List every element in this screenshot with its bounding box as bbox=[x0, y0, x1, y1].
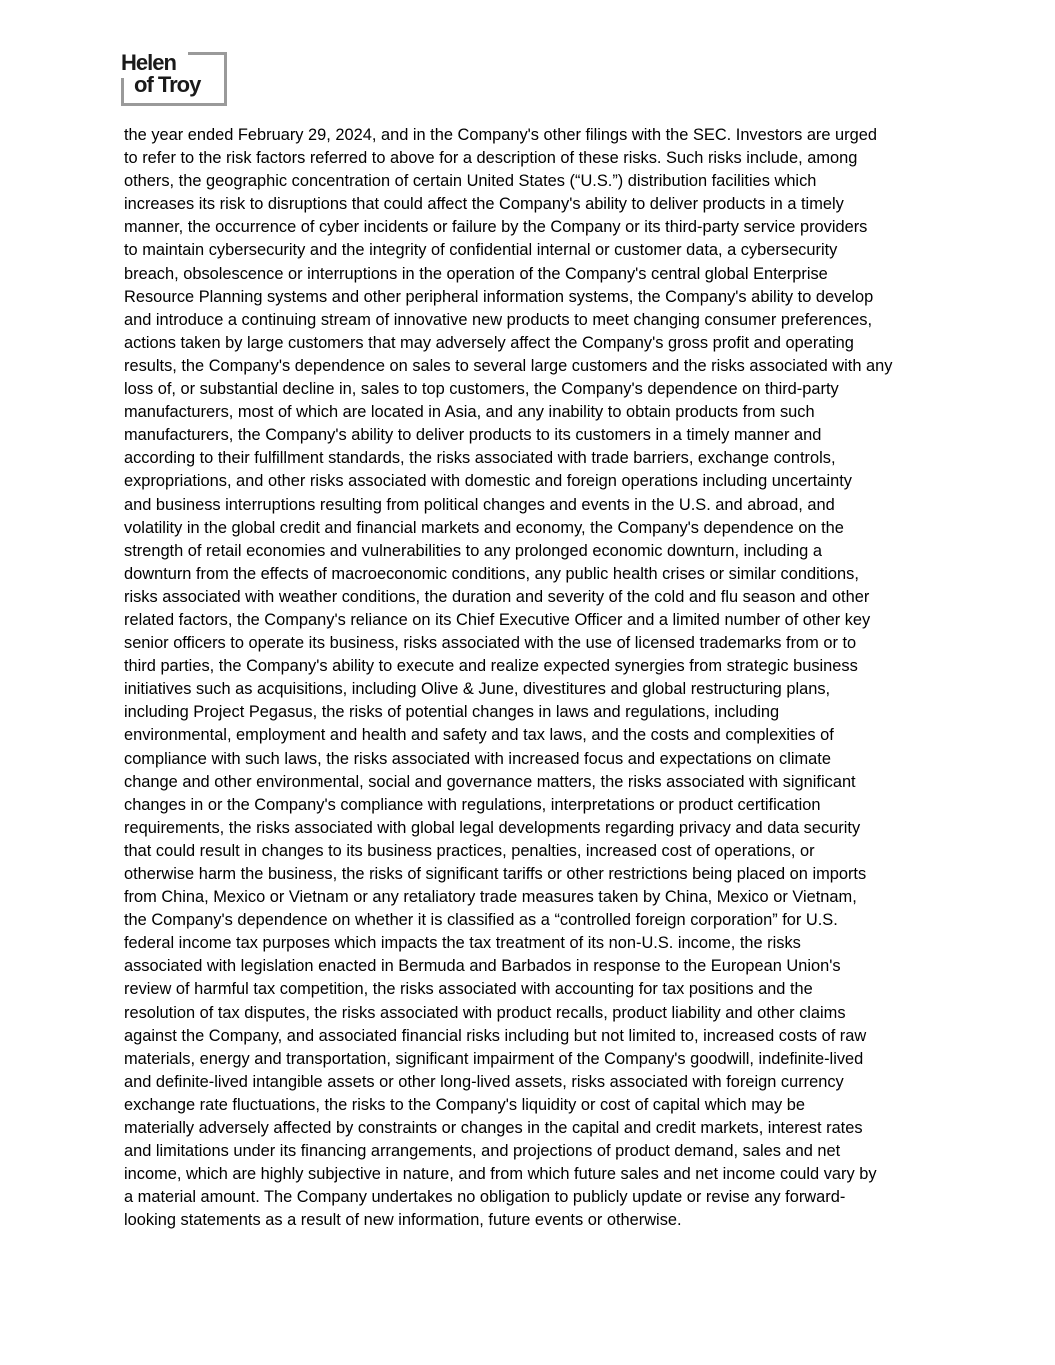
paragraph-line: review of harmful tax competition, the risks associated with accounting for tax positions and the bbox=[124, 980, 813, 999]
paragraph-line: the Company's dependence on whether it is classified as a “controlled foreign corporation” for U.S. bbox=[124, 911, 838, 930]
paragraph-line: compliance with such laws, the risks associated with increased focus and expectations on climate bbox=[124, 749, 831, 768]
paragraph-line: others, the geographic concentration of certain United States (“U.S.”) distribution facilities which bbox=[124, 172, 817, 191]
paragraph-line: strength of retail economies and vulnerabilities to any prolonged economic downturn, including a bbox=[124, 541, 822, 560]
paragraph-line: according to their fulfillment standards, the risks associated with trade barriers, exchange controls, bbox=[124, 449, 836, 468]
paragraph-line: that could result in changes to its business practices, penalties, increased cost of operations, or bbox=[124, 841, 815, 860]
paragraph-line: to maintain cybersecurity and the integrity of confidential internal or customer data, a cybersecurity bbox=[124, 241, 838, 260]
paragraph-line: senior officers to operate its business, risks associated with the use of licensed trademarks from or to bbox=[124, 634, 857, 653]
paragraph-line: exchange rate fluctuations, the risks to the Company's liquidity or cost of capital which may be bbox=[124, 1095, 805, 1114]
paragraph-line: associated with legislation enacted in Bermuda and Barbados in response to the European Union's bbox=[124, 957, 841, 976]
paragraph-line: and business interruptions resulting from political changes and events in the U.S. and abroad, and bbox=[124, 495, 835, 514]
paragraph-line: otherwise harm the business, the risks of significant tariffs or other restrictions being placed on imports bbox=[124, 865, 867, 883]
paragraph-line: materially adversely affected by constraints or changes in the capital and credit markets, interest rates bbox=[124, 1119, 863, 1138]
paragraph-line: including Project Pegasus, the risks of potential changes in laws and regulations, including bbox=[124, 703, 780, 722]
paragraph-line: initiatives such as acquisitions, including Olive & June, divestitures and global restructuring plans, bbox=[124, 680, 831, 699]
paragraph-line: federal income tax purposes which impacts the tax treatment of its non-U.S. income, the risks bbox=[124, 934, 801, 953]
paragraph-line: results, the Company's dependence on sales to several large customers and the risks associated with any bbox=[124, 356, 893, 375]
paragraph-line: related factors, the Company's reliance on its Chief Executive Officer and a limited number of other key bbox=[124, 610, 871, 629]
paragraph-line: change and other environmental, social and governance matters, the risks associated with significant bbox=[124, 772, 856, 791]
paragraph-line: Resource Planning systems and other peripheral information systems, the Company's ability to develop bbox=[124, 287, 874, 306]
paragraph-line: expropriations, and other risks associated with domestic and foreign operations including uncertainty bbox=[124, 472, 852, 491]
paragraph-line: loss of, or substantial decline in, sales to top customers, the Company's dependence on third-party bbox=[124, 380, 839, 399]
paragraph-line: environmental, employment and health and safety and tax laws, and the costs and complexities of bbox=[124, 726, 834, 745]
paragraph-line: breach, obsolescence or interruptions in the operation of the Company's central global Enterprise bbox=[124, 264, 828, 283]
paragraph-line: requirements, the risks associated with global legal developments regarding privacy and data security bbox=[124, 818, 861, 837]
paragraph-line: manufacturers, the Company's ability to deliver products to its customers in a timely manner and bbox=[124, 426, 822, 445]
logo-word-helen: Helen bbox=[121, 50, 176, 75]
paragraph-line: downturn from the effects of macroeconomic conditions, any public health crises or similar conditions, bbox=[124, 564, 859, 583]
paragraph-line: and definite-lived intangible assets or other long-lived assets, risks associated with foreign currency bbox=[124, 1072, 844, 1091]
paragraph-line: resolution of tax disputes, the risks associated with product recalls, product liability and other claims bbox=[124, 1003, 846, 1022]
paragraph-line: income, which are highly subjective in nature, and from which future sales and net income could vary by bbox=[124, 1165, 877, 1184]
paragraph-line: manufacturers, most of which are located in Asia, and any inability to obtain products from such bbox=[124, 403, 815, 422]
paragraph-line: increases its risk to disruptions that could affect the Company's ability to deliver products in a timely bbox=[124, 195, 844, 214]
paragraph-line: against the Company, and associated financial risks including but not limited to, increased costs of raw bbox=[124, 1026, 867, 1045]
paragraph-line: a material amount. The Company undertakes no obligation to publicly update or revise any forward- bbox=[124, 1188, 846, 1207]
paragraph-line: the year ended February 29, 2024, and in the Company's other filings with the SEC. Investors are urged bbox=[124, 126, 877, 144]
paragraph-line: third parties, the Company's ability to execute and realize expected synergies from strategic business bbox=[124, 657, 858, 676]
paragraph-line: manner, the occurrence of cyber incidents or failure by the Company or its third-party service providers bbox=[124, 218, 868, 237]
paragraph-line: materials, energy and transportation, significant impairment of the Company's goodwill, indefinite-lived bbox=[124, 1049, 864, 1068]
risk-factors-paragraph bbox=[124, 124, 934, 1233]
paragraph-line: and introduce a continuing stream of innovative new products to meet changing consumer preferences, bbox=[124, 310, 873, 329]
paragraph-line: changes in or the Company's compliance with regulations, interpretations or product certification bbox=[124, 795, 821, 814]
paragraph-line: and limitations under its financing arrangements, and projections of product demand, sales and net bbox=[124, 1142, 841, 1161]
company-logo bbox=[120, 51, 228, 107]
paragraph-line: to refer to the risk factors referred to above for a description of these risks. Such risks include, among bbox=[124, 149, 858, 168]
paragraph-line: volatility in the global credit and financial markets and economy, the Company's dependence on the bbox=[124, 518, 844, 537]
paragraph-line: risks associated with weather conditions, the duration and severity of the cold and flu season and other bbox=[124, 587, 870, 606]
logo-word-of-troy: of Troy bbox=[134, 72, 201, 97]
paragraph-line: from China, Mexico or Vietnam or any retaliatory trade measures taken by China, Mexico or Vietnam, bbox=[124, 888, 857, 907]
paragraph-line: looking statements as a result of new information, future events or otherwise. bbox=[124, 1211, 682, 1230]
paragraph-line: actions taken by large customers that may adversely affect the Company's gross profit and operating bbox=[124, 333, 854, 352]
